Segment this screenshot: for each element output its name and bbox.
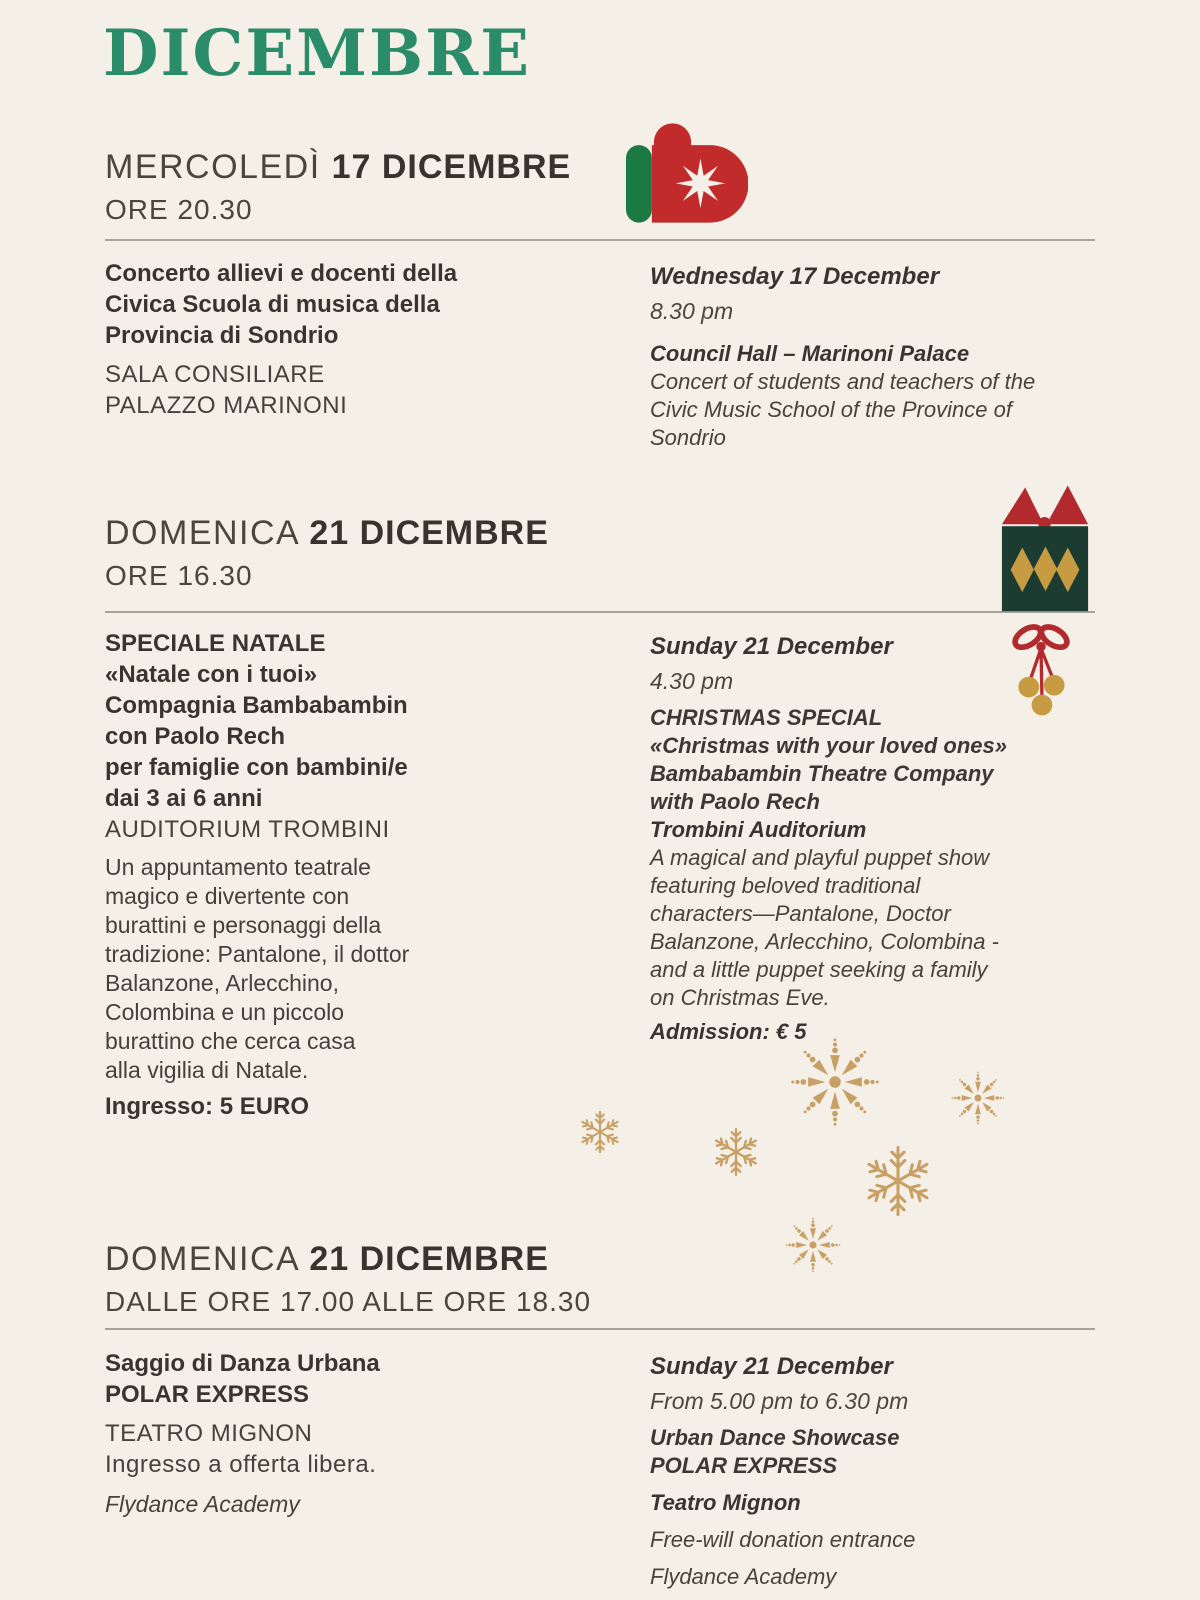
divider [105, 1328, 1095, 1330]
event-subtitle-line: CHRISTMAS SPECIAL [650, 705, 883, 730]
event1-date-line [105, 148, 571, 187]
event-venue-en: Council Hall – Marinoni Palace [650, 341, 970, 366]
event-credit: Flydance Academy [105, 1491, 300, 1517]
event2-day: DOMENICA [105, 514, 299, 552]
event-date-en: Wednesday 17 December [650, 263, 940, 290]
event3-time: DALLE ORE 17.00 ALLE ORE 18.30 [105, 1286, 592, 1317]
snowflake-icon [577, 1109, 623, 1155]
snowflake-icon [787, 1034, 883, 1130]
event2-date: 21 DICEMBRE [309, 514, 549, 552]
event-desc-line: burattino che cerca casa [105, 1028, 356, 1054]
event3-date-line [105, 1240, 591, 1279]
event-desc-line: and a little puppet seeking a family [650, 957, 988, 982]
event-title-line: dai 3 ai 6 anni [105, 785, 263, 812]
event-price-en: Admission: € 5 [650, 1019, 807, 1044]
event-subtitle-line: «Christmas with your loved ones» [650, 733, 1007, 758]
event-venue-line: PALAZZO MARINONI [105, 392, 348, 419]
event-desc-line: Un appuntamento teatrale [105, 854, 371, 880]
event3-date: 21 DICEMBRE [309, 1240, 549, 1278]
event-desc-line: Concert of students and teachers of the [650, 369, 1036, 394]
snowflake-icon [860, 1143, 936, 1219]
event-title-line: Compagnia Bambabambin [105, 692, 408, 719]
event-desc-line: tradizione: Pantalone, il dottor [105, 941, 410, 967]
event-venue-line: TEATRO MIGNON [105, 1420, 313, 1447]
event1-day: MERCOLEDÌ [105, 148, 321, 186]
event1-heading [105, 148, 571, 226]
event-time-en: 8.30 pm [650, 298, 734, 324]
event-desc-line: Civic Music School of the Province of [650, 397, 1012, 422]
event-subtitle-line: Urban Dance Showcase [650, 1425, 900, 1450]
event-date-en: Sunday 21 December [650, 633, 893, 660]
event-desc-line: magico e divertente con [105, 883, 350, 909]
event-title-line: Civica Scuola di musica della [105, 291, 440, 318]
event1-time: ORE 20.30 [105, 194, 253, 225]
event3-english-column [650, 1352, 1095, 1591]
event-desc-line: Balanzone, Arlecchino, [105, 970, 339, 996]
event-venue-line: AUDITORIUM TROMBINI [105, 816, 390, 843]
event-desc-line: Flydance Academy [650, 1564, 837, 1589]
event-title-line: con Paolo Rech [105, 723, 286, 750]
event-title-line: Concerto allievi e docenti della [105, 260, 458, 287]
event-subtitle-line: with Paolo Rech [650, 789, 820, 814]
gift-icon [999, 482, 1091, 614]
event-desc-line: Free-will donation entrance [650, 1527, 916, 1552]
divider [105, 611, 1095, 613]
event-price: Ingresso: 5 EURO [105, 1093, 310, 1120]
divider [105, 239, 1095, 241]
snowflake-icon [783, 1215, 843, 1275]
event-time-en: 4.30 pm [650, 668, 734, 694]
event-desc-line: burattini e personaggi della [105, 912, 382, 938]
event-title-line: POLAR EXPRESS [105, 1381, 310, 1408]
event2-heading [105, 514, 549, 592]
event-title-line: Saggio di Danza Urbana [105, 1350, 380, 1377]
event-desc-line: characters—Pantalone, Doctor [650, 901, 951, 926]
event-subtitle-line: Bambabambin Theatre Company [650, 761, 994, 786]
event2-date-line [105, 514, 549, 553]
event1-english-column [650, 262, 1095, 452]
event-title-line: «Natale con i tuoi» [105, 661, 318, 688]
event-desc-line: alla vigilia di Natale. [105, 1057, 309, 1083]
event-desc-line: Sondrio [650, 425, 726, 450]
snowflake-icon [949, 1069, 1007, 1127]
event1-italian-column [105, 258, 585, 421]
event-desc-line: Colombina e un piccolo [105, 999, 345, 1025]
event-title-line: SPECIALE NATALE [105, 630, 326, 657]
page-title: DICEMBRE [103, 16, 532, 91]
event-title-line: per famiglie con bambini/e [105, 754, 408, 781]
mitten-icon [626, 123, 748, 223]
snowflake-icon [710, 1126, 762, 1178]
event-venue-line: SALA CONSILIARE [105, 361, 325, 388]
event-desc-line: on Christmas Eve. [650, 985, 830, 1010]
event-desc-line: featuring beloved traditional [650, 873, 921, 898]
event-venue-en: Trombini Auditorium [650, 817, 867, 842]
event1-date: 17 DICEMBRE [331, 148, 572, 186]
event-date-en: Sunday 21 December [650, 1353, 893, 1380]
event-title-line: Provincia di Sondrio [105, 322, 339, 349]
event-desc-line: A magical and playful puppet show [650, 845, 990, 870]
event-venue-line: Ingresso a offerta libera. [105, 1451, 377, 1478]
event-subtitle-line: POLAR EXPRESS [650, 1453, 838, 1478]
event3-heading [105, 1240, 591, 1318]
event3-day: DOMENICA [105, 1240, 299, 1278]
event2-time: ORE 16.30 [105, 560, 253, 591]
event-desc-line: Balanzone, Arlecchino, Colombina - [650, 929, 999, 954]
event2-english-column [650, 632, 1095, 1046]
event-venue-en: Teatro Mignon [650, 1490, 801, 1515]
event2-italian-column [105, 628, 585, 1122]
event-time-en: From 5.00 pm to 6.30 pm [650, 1388, 909, 1414]
event3-italian-column [105, 1348, 585, 1519]
